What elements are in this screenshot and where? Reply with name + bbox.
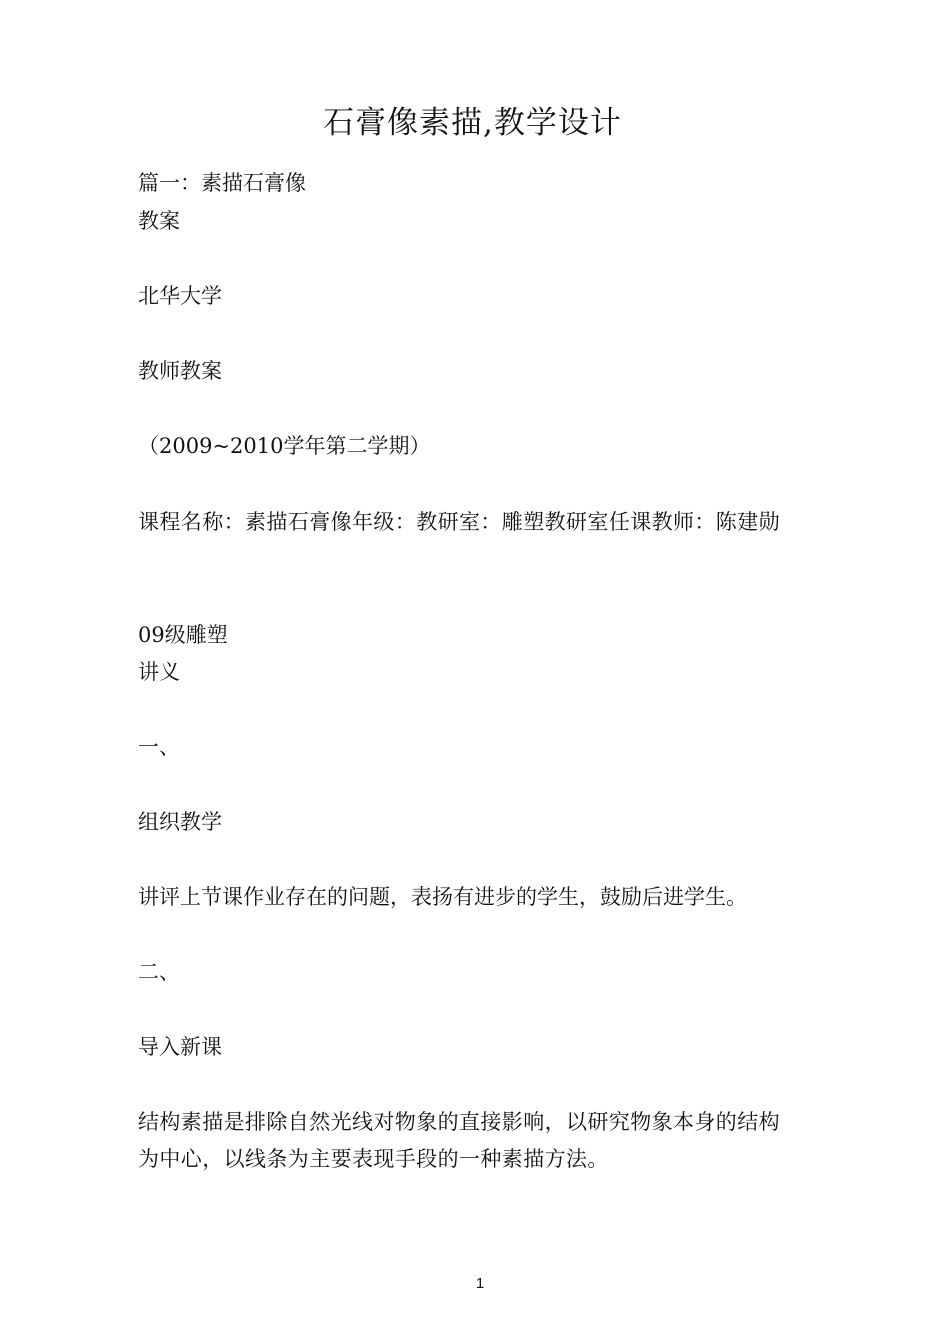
part-two-body: 结构素描是排除自然光线对物象的直接影响，以研究物象本身的结构为中心，以线条为主要表现手段的一种素描方法。 bbox=[138, 1110, 780, 1171]
university-name: 北华大学 bbox=[138, 284, 222, 308]
handout-label: 讲义 bbox=[138, 660, 180, 684]
course-info-paragraph: 课程名称：素描石膏像年级：教研室：雕塑教研室任课教师：陈建勋 bbox=[138, 510, 780, 534]
part-one-number: 一、 bbox=[138, 735, 180, 759]
page-number: 1 bbox=[475, 1275, 485, 1292]
class-name: 09级雕塑 bbox=[138, 623, 228, 647]
part-one-body: 讲评上节课作业存在的问题，表扬有进步的学生，鼓励后进学生。 bbox=[138, 885, 747, 909]
doc-type-label: 教案 bbox=[138, 209, 180, 233]
doc-type-label-2: 教师教案 bbox=[138, 359, 222, 383]
part-one-title: 组织教学 bbox=[138, 810, 222, 834]
part-two-title: 导入新课 bbox=[138, 1035, 222, 1059]
part-two-number: 二、 bbox=[138, 960, 180, 984]
document-title: 石膏像素描,教学设计 bbox=[323, 105, 622, 141]
semester-text: （2009~2010学年第二学期） bbox=[138, 434, 431, 458]
section-heading: 篇一：素描石膏像 bbox=[138, 171, 306, 195]
